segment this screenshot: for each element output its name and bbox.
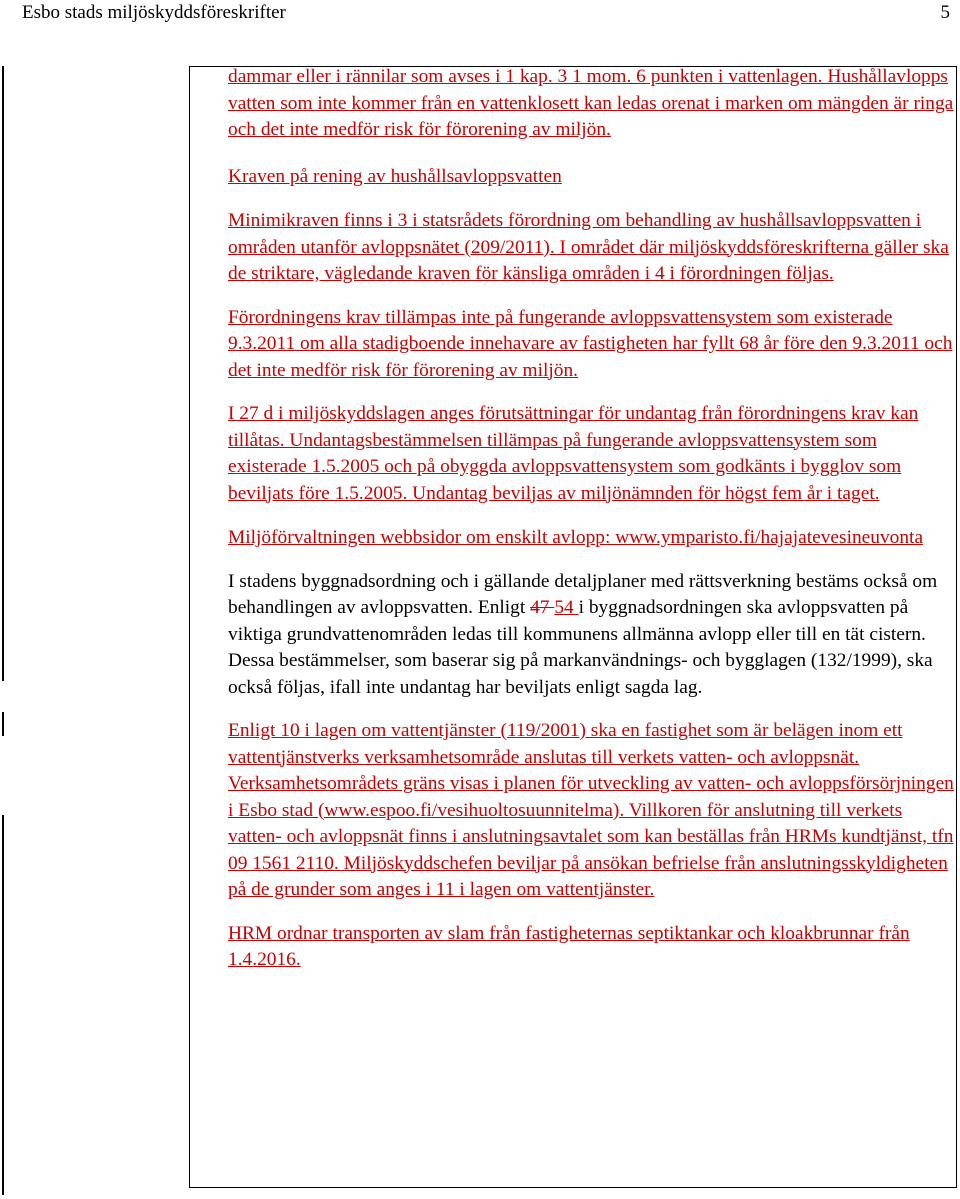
deleted-section-number: 47 — [530, 597, 555, 618]
text-column — [228, 64, 956, 974]
paragraph-water-services-act: Enligt 10 i lagen om vattentjänster (119/2001) ska en fastighet som är belägen inom ett vattentjänstverks verksamhetsområde anslutas till verkets vatten- och avloppsnät. Verksamhetsområdets gräns visas i planen för utveckling av vatten- och avloppsförsörjningen i Esbo stad (www.espoo.fi/vesihuoltosuunnitelma). Villkoren för anslutning till verkets vatten- och avloppsnät finns i anslutningsavtalet som kan beställas från HRMs kundtjänst, tfn 09 1561 2110. Miljöskyddschefen beviljar på ansökan befrielse från anslutningsskyldigheten på de grunder som anges i 11 i lagen om vattentjänster. — [228, 720, 954, 900]
page-header-title: Esbo stads miljöskyddsföreskrifter — [22, 2, 286, 23]
page-number: 5 — [940, 2, 950, 23]
inserted-section-number: 54 — [554, 597, 579, 618]
paragraph-minimum-requirements: Minimikraven finns i 3 i statsrådets förordning om behandling av hushållsavloppsvatten i områden utanför avloppsnätet (209/2011). I området där miljöskyddsföreskrifterna gäller ska de striktare, vägledande kraven för känsliga områden i 4 i förordningen följas. — [228, 210, 949, 284]
paragraph-drainage: dammar eller i rännilar som avses i 1 kap. 3 1 mom. 6 punkten i vattenlagen. Hushållavlopps vatten som inte kommer från en vattenklosett kan ledas orenat i marken om mängden är ringa och det inte medför risk för förorening av miljön. — [228, 66, 954, 140]
paragraph-web-link: Miljöförvaltningen webbsidor om enskilt avlopp: www.ymparisto.fi/hajajatevesineuvonta — [228, 527, 924, 548]
section-heading: Kraven på rening av hushållsavloppsvatten — [228, 165, 562, 187]
building-ordinance-text-a: I stadens byggnadsordning och i gällande detaljplaner med rättsverkning bestäms också om behandlingen av avloppsvatten. Enligt — [228, 570, 938, 618]
paragraph-building-ordinance — [228, 569, 956, 702]
building-ordinance-text-b: i byggnadsordningen ska avloppsvatten på viktiga grundvattenområden ledas till kommunens allmänna avlopp eller till en tät cistern. Dessa bestämmelser, som baserar sig på markanvändnings- och bygglagen (132/1999), ska också följas, ifall inte undantag har beviljats enligt sagda lag. — [228, 597, 933, 698]
paragraph-exemptions: I 27 d i miljöskyddslagen anges förutsättningar för undantag från förordningens krav kan tillåtas. Undantagsbestämmelsen tillämpas på fungerande avloppsvattensystem som existerade 1.5.2005 och på obyggda avloppsvattensystem som godkänts i bygglov som beviljats före 1.5.2005. Undantag beviljas av miljönämnden för högst fem år i taget. — [228, 403, 919, 504]
paragraph-existing-systems: Förordningens krav tillämpas inte på fungerande avloppsvattensystem som existerade 9.3.2011 om alla stadigboende innehavare av fastigheten har fyllt 68 år före den 9.3.2011 och det inte medför risk för förorening av miljön. — [228, 306, 953, 381]
change-bar — [2, 815, 4, 1195]
change-bar — [2, 712, 4, 736]
change-bar — [2, 66, 4, 681]
paragraph-sludge-transport: HRM ordnar transporten av slam från fastigheternas septiktankar och kloakbrunnar från 1.4.2016. — [228, 922, 910, 970]
